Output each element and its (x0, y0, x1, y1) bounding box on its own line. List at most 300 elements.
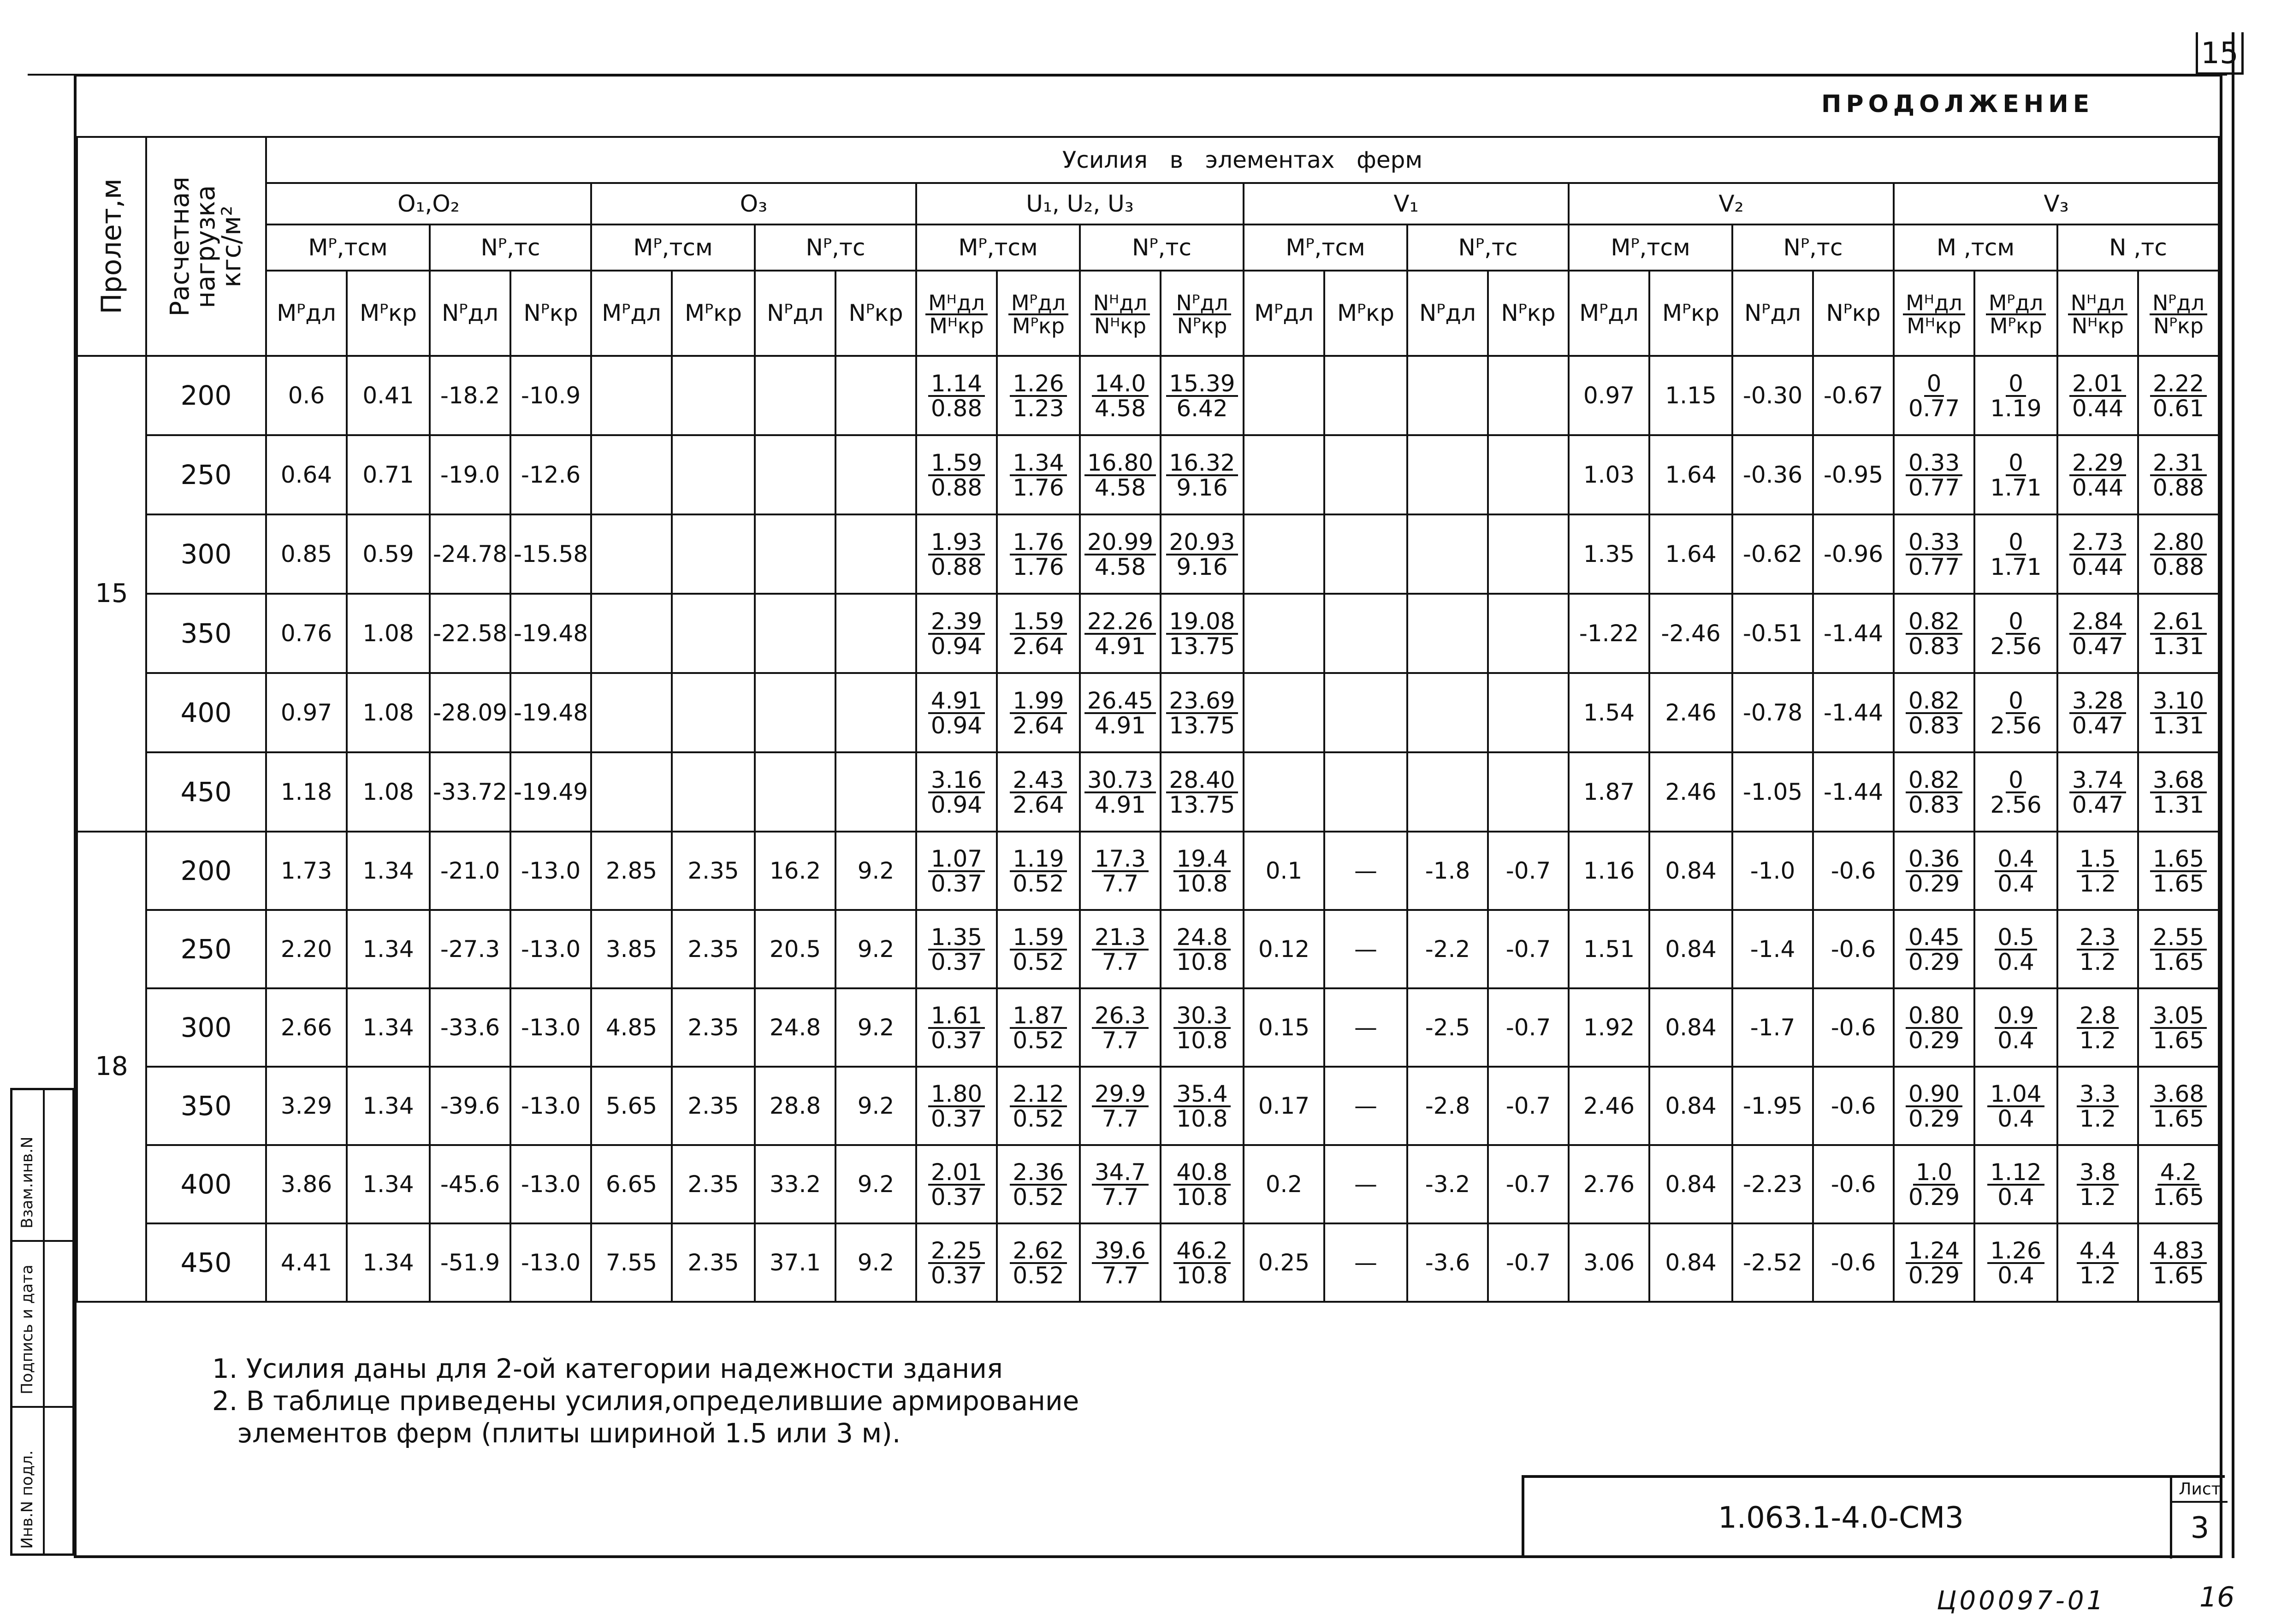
unit-m-6: М ,тсм (1894, 224, 2057, 271)
cell-o12: -21.0 (430, 832, 510, 910)
cell-v2: 2.76 (1569, 1145, 1649, 1223)
cell-u-frac: $\frac{2.36}{0.52}$ (997, 1145, 1080, 1223)
cell-v2: 0.84 (1649, 910, 1732, 988)
cell-v1 (1407, 356, 1488, 435)
cell-v1: -0.7 (1488, 910, 1569, 988)
cell-v2: 2.46 (1649, 673, 1732, 752)
cell-v3-frac: $\frac{0.5}{0.4}$ (1974, 910, 2057, 988)
cell-o3 (591, 752, 672, 832)
cell-o12: 1.34 (347, 910, 430, 988)
note-3: элементов ферм (плиты шириной 1.5 или 3 м). (212, 1417, 901, 1449)
sub-header-mkr: Мᴾкр (1324, 271, 1407, 356)
cell-u-frac: $\frac{1.87}{0.52}$ (997, 988, 1080, 1067)
cell-u-frac: $\frac{1.59}{2.64}$ (997, 594, 1080, 673)
cell-o12: 3.29 (266, 1067, 347, 1145)
cell-o12: -22.58 (430, 594, 510, 673)
cell-o12: -19.0 (430, 435, 510, 514)
cell-v2: -0.30 (1732, 356, 1813, 435)
cell-v3-frac: $\frac{3.68}{1.65}$ (2138, 1067, 2219, 1145)
cell-o3 (835, 752, 916, 832)
cell-v2: -1.44 (1813, 594, 1894, 673)
cell-v1 (1324, 673, 1407, 752)
table-row (77, 594, 2219, 673)
cell-o12: -10.9 (510, 356, 591, 435)
cell-v2: 3.06 (1569, 1223, 1649, 1302)
sub-header-frac: $\frac{\text{Мᴴдл}}{\text{Мᴴкр}}$ (916, 271, 997, 356)
cell-u-frac: $\frac{2.25}{0.37}$ (916, 1223, 997, 1302)
cell-u-frac: $\frac{1.99}{2.64}$ (997, 673, 1080, 752)
cell-v1: — (1324, 832, 1407, 910)
cell-v1: 0.15 (1244, 988, 1324, 1067)
cell-o3: 2.35 (672, 910, 755, 988)
cell-o3: 9.2 (835, 910, 916, 988)
cell-o12: -28.09 (430, 673, 510, 752)
cell-v1 (1324, 356, 1407, 435)
top-sheet-number: 15 (2196, 32, 2244, 75)
sub-header-mkr: Мᴾкр (347, 271, 430, 356)
cell-v2: 1.54 (1569, 673, 1649, 752)
cell-v1: -0.7 (1488, 988, 1569, 1067)
cell-v2: 1.03 (1569, 435, 1649, 514)
cell-v2: 0.84 (1649, 988, 1732, 1067)
cell-v1 (1324, 435, 1407, 514)
cell-v3-frac: $\frac{0.33}{0.77}$ (1894, 514, 1974, 594)
cell-u-frac: $\frac{1.93}{0.88}$ (916, 514, 997, 594)
cell-v3-frac: $\frac{0.82}{0.83}$ (1894, 594, 1974, 673)
cell-u-frac: $\frac{30.3}{10.8}$ (1161, 988, 1244, 1067)
side-stamp (10, 1088, 75, 1556)
cell-o12: -33.72 (430, 752, 510, 832)
cell-o12: -24.78 (430, 514, 510, 594)
cell-o12: -18.2 (430, 356, 510, 435)
table-row (77, 1223, 2219, 1302)
cell-o3 (591, 435, 672, 514)
cell-v2: -0.96 (1813, 514, 1894, 594)
span-value: 15 (77, 356, 146, 832)
cell-o3: 2.35 (672, 1145, 755, 1223)
cell-o3 (672, 752, 755, 832)
side-label-sign: Подпись и дата (18, 1264, 36, 1394)
cell-v3-frac: $\frac{3.10}{1.31}$ (2138, 673, 2219, 752)
cell-o12: 1.34 (347, 1145, 430, 1223)
sub-header-frac: $\frac{\text{Nᴴдл}}{\text{Nᴴкр}}$ (2057, 271, 2138, 356)
unit-m-4: Мᴾ,тсм (1244, 224, 1407, 271)
unit-m-3: Мᴾ,тсм (916, 224, 1080, 271)
sub-header-mdl: Мᴾдл (1244, 271, 1324, 356)
cell-u-frac: $\frac{39.6}{7.7}$ (1080, 1223, 1161, 1302)
group-header-3: U₁, U₂, U₃ (916, 183, 1244, 224)
cell-o12: -13.0 (510, 1067, 591, 1145)
cell-o12: 0.76 (266, 594, 347, 673)
cell-u-frac: $\frac{1.26}{1.23}$ (997, 356, 1080, 435)
cell-v3-frac: $\frac{2.84}{0.47}$ (2057, 594, 2138, 673)
cell-v1 (1407, 673, 1488, 752)
cell-o3: 4.85 (591, 988, 672, 1067)
cell-v1: — (1324, 910, 1407, 988)
cell-v3-frac: $\frac{2.22}{0.61}$ (2138, 356, 2219, 435)
cell-o3: 6.65 (591, 1145, 672, 1223)
table-row (77, 435, 2219, 514)
cell-v2: 1.92 (1569, 988, 1649, 1067)
cell-v3-frac: $\frac{0}{1.19}$ (1974, 356, 2057, 435)
cell-v3-frac: $\frac{0.36}{0.29}$ (1894, 832, 1974, 910)
cell-u-frac: $\frac{19.08}{13.75}$ (1161, 594, 1244, 673)
cell-o3 (672, 673, 755, 752)
continuation-label: ПРОДОЛЖЕНИЕ (1821, 90, 2094, 118)
cell-v3-frac: $\frac{3.28}{0.47}$ (2057, 673, 2138, 752)
cell-v3-frac: $\frac{2.61}{1.31}$ (2138, 594, 2219, 673)
sub-header-ndl: Nᴾдл (1732, 271, 1813, 356)
cell-v2: -0.6 (1813, 832, 1894, 910)
cell-o12: -13.0 (510, 1223, 591, 1302)
cell-u-frac: $\frac{2.01}{0.37}$ (916, 1145, 997, 1223)
cell-o12: 1.34 (347, 1223, 430, 1302)
cell-o12: 1.08 (347, 752, 430, 832)
cell-o3: 16.2 (755, 832, 835, 910)
cell-u-frac: $\frac{20.93}{9.16}$ (1161, 514, 1244, 594)
load-value: 400 (146, 673, 266, 752)
sheet-box (2170, 1478, 2228, 1559)
cell-o12: 3.86 (266, 1145, 347, 1223)
cell-v2: -1.22 (1569, 594, 1649, 673)
cell-v1 (1244, 356, 1324, 435)
cell-v3-frac: $\frac{0.90}{0.29}$ (1894, 1067, 1974, 1145)
cell-o12: 0.6 (266, 356, 347, 435)
cell-v2: -2.52 (1732, 1223, 1813, 1302)
unit-n-6: N ,тс (2057, 224, 2219, 271)
cell-o12: -13.0 (510, 1145, 591, 1223)
cell-u-frac: $\frac{34.7}{7.7}$ (1080, 1145, 1161, 1223)
cell-u-frac: $\frac{1.34}{1.76}$ (997, 435, 1080, 514)
cell-u-frac: $\frac{22.26}{4.91}$ (1080, 594, 1161, 673)
side-label-replace: Взам.инв.N (18, 1136, 36, 1228)
cell-v3-frac: $\frac{2.29}{0.44}$ (2057, 435, 2138, 514)
unit-n-5: Nᴾ,тс (1732, 224, 1894, 271)
cell-v1: 0.12 (1244, 910, 1324, 988)
sub-header-nkr: Nᴾкр (835, 271, 916, 356)
cell-o12: 2.20 (266, 910, 347, 988)
load-value: 300 (146, 988, 266, 1067)
cell-o3 (755, 594, 835, 673)
cell-o12: -33.6 (430, 988, 510, 1067)
sub-header-mdl: Мᴾдл (1569, 271, 1649, 356)
cell-o3 (672, 514, 755, 594)
side-label-inv: Инв.N подл. (18, 1450, 36, 1549)
load-value: 250 (146, 910, 266, 988)
cell-v1: 0.25 (1244, 1223, 1324, 1302)
cell-v1 (1407, 594, 1488, 673)
cell-o12: 1.73 (266, 832, 347, 910)
cell-o3 (755, 435, 835, 514)
cell-v2: -1.95 (1732, 1067, 1813, 1145)
cell-o12: 0.97 (266, 673, 347, 752)
cell-o12: -19.49 (510, 752, 591, 832)
cell-v2: 1.51 (1569, 910, 1649, 988)
cell-v1 (1488, 752, 1569, 832)
cell-v2: -0.78 (1732, 673, 1813, 752)
sub-header-frac: $\frac{\text{Nᴴдл}}{\text{Nᴴкр}}$ (1080, 271, 1161, 356)
cell-v1: — (1324, 1223, 1407, 1302)
sheet-value: 3 (2190, 1511, 2210, 1545)
cell-v3-frac: $\frac{2.3}{1.2}$ (2057, 910, 2138, 988)
cell-o3 (835, 673, 916, 752)
unit-n-4: Nᴾ,тс (1407, 224, 1569, 271)
bottom-code: Ц00097-01 (1937, 1586, 2106, 1616)
cell-v2: -0.62 (1732, 514, 1813, 594)
cell-o3: 2.35 (672, 832, 755, 910)
sub-header-frac: $\frac{\text{Nᴾдл}}{\text{Nᴾкр}}$ (1161, 271, 1244, 356)
cell-v3-frac: $\frac{3.3}{1.2}$ (2057, 1067, 2138, 1145)
cell-v2: 2.46 (1649, 752, 1732, 832)
cell-v2: -0.6 (1813, 988, 1894, 1067)
cell-v1: 0.1 (1244, 832, 1324, 910)
cell-v2: -0.6 (1813, 1145, 1894, 1223)
cell-o3 (591, 673, 672, 752)
cell-v1: 0.2 (1244, 1145, 1324, 1223)
cell-v3-frac: $\frac{0}{1.71}$ (1974, 514, 2057, 594)
cell-o3: 2.85 (591, 832, 672, 910)
cell-o12: 1.18 (266, 752, 347, 832)
load-value: 350 (146, 1067, 266, 1145)
unit-n-2: Nᴾ,тс (755, 224, 916, 271)
cell-o3 (591, 594, 672, 673)
cell-o12: 0.85 (266, 514, 347, 594)
cell-o12: -19.48 (510, 594, 591, 673)
cell-v2: -0.51 (1732, 594, 1813, 673)
cell-u-frac: $\frac{19.4}{10.8}$ (1161, 832, 1244, 910)
cell-u-frac: $\frac{35.4}{10.8}$ (1161, 1067, 1244, 1145)
cell-v3-frac: $\frac{3.8}{1.2}$ (2057, 1145, 2138, 1223)
group-header-6: V₃ (1894, 183, 2219, 224)
cell-o12: -19.48 (510, 673, 591, 752)
cell-o3 (672, 435, 755, 514)
cell-v3-frac: $\frac{0.4}{0.4}$ (1974, 832, 2057, 910)
cell-o12: -13.0 (510, 832, 591, 910)
cell-v3-frac: $\frac{1.0}{0.29}$ (1894, 1145, 1974, 1223)
cell-v3-frac: $\frac{1.24}{0.29}$ (1894, 1223, 1974, 1302)
sub-header-frac: $\frac{\text{Мᴾдл}}{\text{Мᴾкр}}$ (1974, 271, 2057, 356)
load-value: 200 (146, 832, 266, 910)
cell-v1: -0.7 (1488, 1223, 1569, 1302)
cell-v2: -2.46 (1649, 594, 1732, 673)
cell-v3-frac: $\frac{3.05}{1.65}$ (2138, 988, 2219, 1067)
cell-v1 (1488, 435, 1569, 514)
cell-v1 (1488, 673, 1569, 752)
cell-v3-frac: $\frac{2.55}{1.65}$ (2138, 910, 2219, 988)
load-header: Расчетная нагрузка кгс/м² (146, 137, 266, 356)
cell-v2: -0.95 (1813, 435, 1894, 514)
cell-u-frac: $\frac{16.80}{4.58}$ (1080, 435, 1161, 514)
cell-v1: — (1324, 988, 1407, 1067)
cell-v3-frac: $\frac{4.2}{1.65}$ (2138, 1145, 2219, 1223)
cell-v1: -0.7 (1488, 1145, 1569, 1223)
cell-u-frac: $\frac{1.59}{0.52}$ (997, 910, 1080, 988)
cell-v2: 2.46 (1569, 1067, 1649, 1145)
cell-o12: 1.34 (347, 1067, 430, 1145)
forces-title: Усилия в элементах ферм (266, 137, 2219, 183)
cell-v2: -0.36 (1732, 435, 1813, 514)
table-row (77, 356, 2219, 435)
cell-o3 (591, 356, 672, 435)
cell-o12: -13.0 (510, 988, 591, 1067)
cell-u-frac: $\frac{1.80}{0.37}$ (916, 1067, 997, 1145)
cell-v2: 1.15 (1649, 356, 1732, 435)
cell-o3: 9.2 (835, 1067, 916, 1145)
sub-header-ndl: Nᴾдл (1407, 271, 1488, 356)
unit-n-1: Nᴾ,тс (430, 224, 591, 271)
cell-v2: -1.44 (1813, 673, 1894, 752)
cell-o12: 1.08 (347, 673, 430, 752)
cell-u-frac: $\frac{4.91}{0.94}$ (916, 673, 997, 752)
cell-u-frac: $\frac{26.3}{7.7}$ (1080, 988, 1161, 1067)
cell-o12: -27.3 (430, 910, 510, 988)
cell-v1 (1407, 514, 1488, 594)
load-value: 450 (146, 1223, 266, 1302)
cell-v2: -2.23 (1732, 1145, 1813, 1223)
cell-v1: -2.8 (1407, 1067, 1488, 1145)
cell-u-frac: $\frac{40.8}{10.8}$ (1161, 1145, 1244, 1223)
cell-o3 (672, 594, 755, 673)
cell-u-frac: $\frac{1.59}{0.88}$ (916, 435, 997, 514)
cell-o3 (835, 594, 916, 673)
cell-o12: -13.0 (510, 910, 591, 988)
group-header-1: O₁,O₂ (266, 183, 591, 224)
cell-v1 (1324, 752, 1407, 832)
sub-header-mdl: Мᴾдл (591, 271, 672, 356)
cell-v3-frac: $\frac{4.83}{1.65}$ (2138, 1223, 2219, 1302)
cell-v1: 0.17 (1244, 1067, 1324, 1145)
cell-v2: 0.84 (1649, 1145, 1732, 1223)
cell-o12: 0.71 (347, 435, 430, 514)
cell-o3: 7.55 (591, 1223, 672, 1302)
cell-u-frac: $\frac{2.39}{0.94}$ (916, 594, 997, 673)
cell-o3: 24.8 (755, 988, 835, 1067)
cell-u-frac: $\frac{1.07}{0.37}$ (916, 832, 997, 910)
cell-v1: -3.6 (1407, 1223, 1488, 1302)
cell-v3-frac: $\frac{0}{1.71}$ (1974, 435, 2057, 514)
cell-v1: -2.5 (1407, 988, 1488, 1067)
note-2: 2. В таблице приведены усилия,определившие армирование (212, 1385, 1079, 1417)
cell-v3-frac: $\frac{4.4}{1.2}$ (2057, 1223, 2138, 1302)
cell-u-frac: $\frac{16.32}{9.16}$ (1161, 435, 1244, 514)
cell-v2: -1.7 (1732, 988, 1813, 1067)
cell-u-frac: $\frac{1.76}{1.76}$ (997, 514, 1080, 594)
cell-o12: -39.6 (430, 1067, 510, 1145)
cell-u-frac: $\frac{26.45}{4.91}$ (1080, 673, 1161, 752)
cell-v3-frac: $\frac{0}{2.56}$ (1974, 594, 2057, 673)
sub-header-frac: $\frac{\text{Nᴾдл}}{\text{Nᴾкр}}$ (2138, 271, 2219, 356)
cell-v3-frac: $\frac{1.26}{0.4}$ (1974, 1223, 2057, 1302)
cell-o3: 5.65 (591, 1067, 672, 1145)
load-value: 200 (146, 356, 266, 435)
cell-v3-frac: $\frac{0.45}{0.29}$ (1894, 910, 1974, 988)
load-value: 350 (146, 594, 266, 673)
cell-u-frac: $\frac{30.73}{4.91}$ (1080, 752, 1161, 832)
cell-v3-frac: $\frac{0}{2.56}$ (1974, 752, 2057, 832)
table-row (77, 514, 2219, 594)
load-value: 250 (146, 435, 266, 514)
cell-o3: 9.2 (835, 1223, 916, 1302)
cell-o12: 1.34 (347, 832, 430, 910)
cell-v3-frac: $\frac{0.82}{0.83}$ (1894, 673, 1974, 752)
cell-v1 (1407, 752, 1488, 832)
forces-table (76, 136, 2220, 1303)
cell-v2: -1.05 (1732, 752, 1813, 832)
cell-v1 (1324, 514, 1407, 594)
cell-v1 (1488, 594, 1569, 673)
cell-v2: 0.84 (1649, 1223, 1732, 1302)
table-row (77, 1145, 2219, 1223)
cell-o3: 28.8 (755, 1067, 835, 1145)
cell-o3: 2.35 (672, 988, 755, 1067)
cell-o3: 2.35 (672, 1223, 755, 1302)
cell-u-frac: $\frac{28.40}{13.75}$ (1161, 752, 1244, 832)
cell-v2: 1.64 (1649, 435, 1732, 514)
cell-u-frac: $\frac{1.19}{0.52}$ (997, 832, 1080, 910)
cell-u-frac: $\frac{1.14}{0.88}$ (916, 356, 997, 435)
load-value: 400 (146, 1145, 266, 1223)
cell-o12: 4.41 (266, 1223, 347, 1302)
table-row (77, 1067, 2219, 1145)
sub-header-frac: $\frac{\text{Мᴴдл}}{\text{Мᴴкр}}$ (1894, 271, 1974, 356)
cell-o3 (755, 752, 835, 832)
sub-header-mdl: Мᴾдл (266, 271, 347, 356)
sub-header-ndl: Nᴾдл (430, 271, 510, 356)
cell-v1 (1244, 435, 1324, 514)
cell-o12: 2.66 (266, 988, 347, 1067)
note-1: 1. Усилия даны для 2-ой категории надежности здания (212, 1353, 1003, 1384)
cell-v2: 0.84 (1649, 1067, 1732, 1145)
cell-o3 (835, 514, 916, 594)
cell-u-frac: $\frac{21.3}{7.7}$ (1080, 910, 1161, 988)
cell-u-frac: $\frac{3.16}{0.94}$ (916, 752, 997, 832)
cell-o12: 1.34 (347, 988, 430, 1067)
sub-header-mkr: Мᴾкр (672, 271, 755, 356)
cell-u-frac: $\frac{1.61}{0.37}$ (916, 988, 997, 1067)
cell-o3: 3.85 (591, 910, 672, 988)
bottom-page: 16 (2199, 1581, 2235, 1613)
cell-o3: 9.2 (835, 1145, 916, 1223)
cell-v2: -1.0 (1732, 832, 1813, 910)
unit-m-5: Мᴾ,тсм (1569, 224, 1732, 271)
table-row (77, 832, 2219, 910)
group-header-4: V₁ (1244, 183, 1569, 224)
cell-u-frac: $\frac{2.62}{0.52}$ (997, 1223, 1080, 1302)
cell-v2: 0.97 (1569, 356, 1649, 435)
span-header: Пролет,м (77, 137, 146, 356)
cell-v3-frac: $\frac{2.73}{0.44}$ (2057, 514, 2138, 594)
sub-header-nkr: Nᴾкр (1488, 271, 1569, 356)
cell-v2: -1.4 (1732, 910, 1813, 988)
cell-u-frac: $\frac{2.43}{2.64}$ (997, 752, 1080, 832)
unit-n-3: Nᴾ,тс (1080, 224, 1244, 271)
cell-v2: -0.6 (1813, 910, 1894, 988)
cell-v3-frac: $\frac{0}{0.77}$ (1894, 356, 1974, 435)
cell-o12: -45.6 (430, 1145, 510, 1223)
cell-o12: 0.59 (347, 514, 430, 594)
table-row (77, 673, 2219, 752)
span-value: 18 (77, 832, 146, 1302)
cell-o3: 33.2 (755, 1145, 835, 1223)
cell-u-frac: $\frac{23.69}{13.75}$ (1161, 673, 1244, 752)
unit-m-2: Мᴾ,тсм (591, 224, 755, 271)
cell-v2: -0.6 (1813, 1067, 1894, 1145)
cell-u-frac: $\frac{15.39}{6.42}$ (1161, 356, 1244, 435)
sub-header-ndl: Nᴾдл (755, 271, 835, 356)
cell-u-frac: $\frac{1.35}{0.37}$ (916, 910, 997, 988)
cell-v1 (1488, 356, 1569, 435)
right-edge-line (2232, 32, 2234, 1558)
